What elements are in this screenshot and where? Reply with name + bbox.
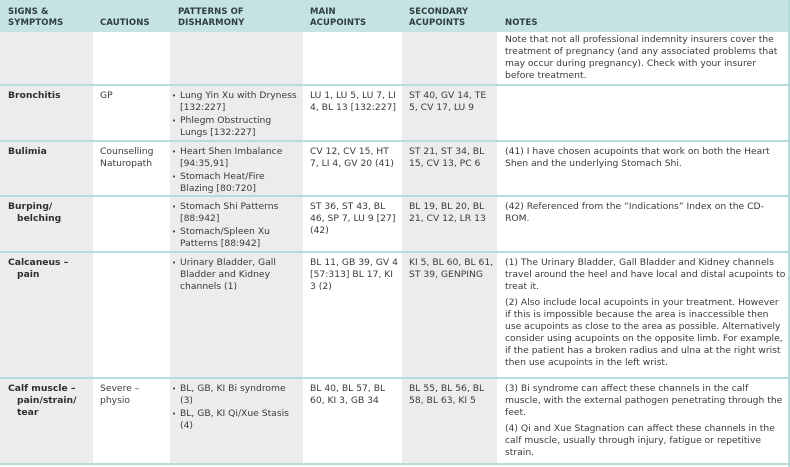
notes-cell xyxy=(505,383,785,463)
note-paragraph: (3) Bi syndrome can affect these channels in the calf muscle, with the external pathogen penetrating through the feet. xyxy=(505,383,783,418)
main-acupoints-cell: ST 36, ST 43, BL 46, SP 7, LU 9 [27] (42) xyxy=(310,201,396,236)
row-separator xyxy=(0,377,788,379)
note-paragraph: (42) Referenced from the “Indications” Index on the CD-ROM. xyxy=(505,201,764,224)
secondary-acupoints-cell: ST 21, ST 34, BL 15, CV 13, PC 6 xyxy=(409,146,485,169)
header-patterns-line2: DISHARMONY xyxy=(178,18,245,28)
header-secondary-line1: SECONDARY xyxy=(409,7,469,17)
patterns-cell xyxy=(172,90,301,140)
header-main-line1: MAIN xyxy=(310,7,336,17)
header-secondary-line2: ACUPOINTS xyxy=(409,18,466,28)
secondary-acupoints-cell: BL 19, BL 20, BL 21, CV 12, LR 13 xyxy=(409,201,486,224)
symptom-name: Bronchitis xyxy=(8,90,61,101)
symptom-name: Burping/ xyxy=(8,201,53,212)
header-signs-symptoms xyxy=(8,0,93,32)
header-patterns-line1: PATTERNS OF xyxy=(178,7,244,17)
header-signs-line1: SIGNS & xyxy=(8,7,49,17)
header-cautions: CAUTIONS xyxy=(100,18,150,28)
pattern-item: • Stomach Shi Patterns [88:942] xyxy=(172,201,301,225)
secondary-acupoints-cell: BL 55, BL 56, BL 58, BL 63, KI 5 xyxy=(409,383,485,406)
patterns-cell xyxy=(172,257,301,294)
notes-cell xyxy=(505,146,785,174)
pattern-item: • Stomach Heat/Fire Blazing [80:720] xyxy=(172,171,301,195)
header-patterns xyxy=(178,0,303,32)
row-separator xyxy=(0,463,788,465)
caution-cell: Counselling Naturopath xyxy=(100,146,154,169)
symptom-name-line2: belching xyxy=(17,213,62,224)
symptom-name-line3: tear xyxy=(17,407,39,418)
secondary-acupoints-cell: KI 5, BL 60, BL 61, ST 39, GENPING xyxy=(409,257,494,280)
pattern-item: • BL, GB, KI Qi/Xue Stasis (4) xyxy=(172,408,301,432)
row-separator xyxy=(0,251,788,253)
symptom-cell xyxy=(8,146,93,158)
note-paragraph: (4) Qi and Xue Stagnation can affect these channels in the calf muscle, usually through injury, fatigue or repetitive strain. xyxy=(505,423,775,458)
patterns-cell xyxy=(172,146,301,196)
row-separator xyxy=(0,84,788,86)
table-header xyxy=(0,0,788,32)
row-separator xyxy=(0,140,788,142)
pattern-item: • Heart Shen Imbalance [94:35,91] xyxy=(172,146,301,170)
secondary-acupoints-cell: ST 40, GV 14, TE 5, CV 17, LU 9 xyxy=(409,90,487,113)
symptom-name: Calcaneus – xyxy=(8,257,69,268)
pattern-item: • Phlegm Obstructing Lungs [132:227] xyxy=(172,115,301,139)
note-paragraph: (41) I have chosen acupoints that work on both the Heart Shen and the underlying Stomach Shi. xyxy=(505,146,770,169)
note-paragraph: (2) Also include local acupoints in your treatment. However if this is impossible because the area is inaccessible then use acupoints as close to the area as possible. Alternatively consider using acupoints on the opposite limb. For example, if the patient has a broken radius and ulna at the right wrist then use acupoints in the left wrist. xyxy=(505,297,783,368)
symptom-name-line2: pain xyxy=(17,269,40,280)
row-separator xyxy=(0,195,788,197)
notes-cell xyxy=(505,34,785,86)
patterns-cell xyxy=(172,383,301,433)
header-main-line2: ACUPOINTS xyxy=(310,18,367,28)
main-acupoints-cell: BL 11, GB 39, GV 4 [57:313] BL 17, KI 3 (2) xyxy=(310,257,398,292)
symptom-name: Bulimia xyxy=(8,146,47,157)
caution-cell: GP xyxy=(100,90,113,101)
symptom-cell xyxy=(8,90,93,102)
pattern-item: • Lung Yin Xu with Dryness [132:227] xyxy=(172,90,301,114)
patterns-cell xyxy=(172,201,301,251)
note-paragraph: Note that not all professional indemnity insurers cover the treatment of pregnancy (and any associated problems that may occur during pregnancy). Check with your insurer before treatment. xyxy=(505,34,778,81)
notes-cell xyxy=(505,201,785,229)
notes-cell xyxy=(505,257,787,373)
main-acupoints-cell: BL 40, BL 57, BL 60, KI 3, GB 34 xyxy=(310,383,386,406)
header-secondary-acupoints xyxy=(409,0,497,32)
header-main-acupoints xyxy=(310,0,400,32)
note-paragraph: (1) The Urinary Bladder, Gall Bladder and Kidney channels travel around the heel and have local and distal acupoints to treat it. xyxy=(505,257,786,292)
symptom-cell xyxy=(8,201,93,225)
main-acupoints-cell: LU 1, LU 5, LU 7, LI 4, BL 13 [132:227] xyxy=(310,90,396,113)
header-signs-line2: SYMPTOMS xyxy=(8,18,64,28)
symptom-name: Calf muscle – xyxy=(8,383,76,394)
pattern-item: • Urinary Bladder, Gall Bladder and Kidney channels (1) xyxy=(172,257,301,293)
pattern-item: • Stomach/Spleen Xu Patterns [88:942] xyxy=(172,226,301,250)
pattern-item: • BL, GB, KI Bi syndrome (3) xyxy=(172,383,301,407)
header-notes: NOTES xyxy=(505,18,538,28)
symptom-cell xyxy=(8,383,93,419)
symptom-cell xyxy=(8,257,93,281)
main-acupoints-cell: CV 12, CV 15, HT 7, LI 4, GV 20 (41) xyxy=(310,146,394,169)
caution-cell: Severe – physio xyxy=(100,383,140,406)
symptom-name-line2: pain/strain/ xyxy=(17,395,77,406)
